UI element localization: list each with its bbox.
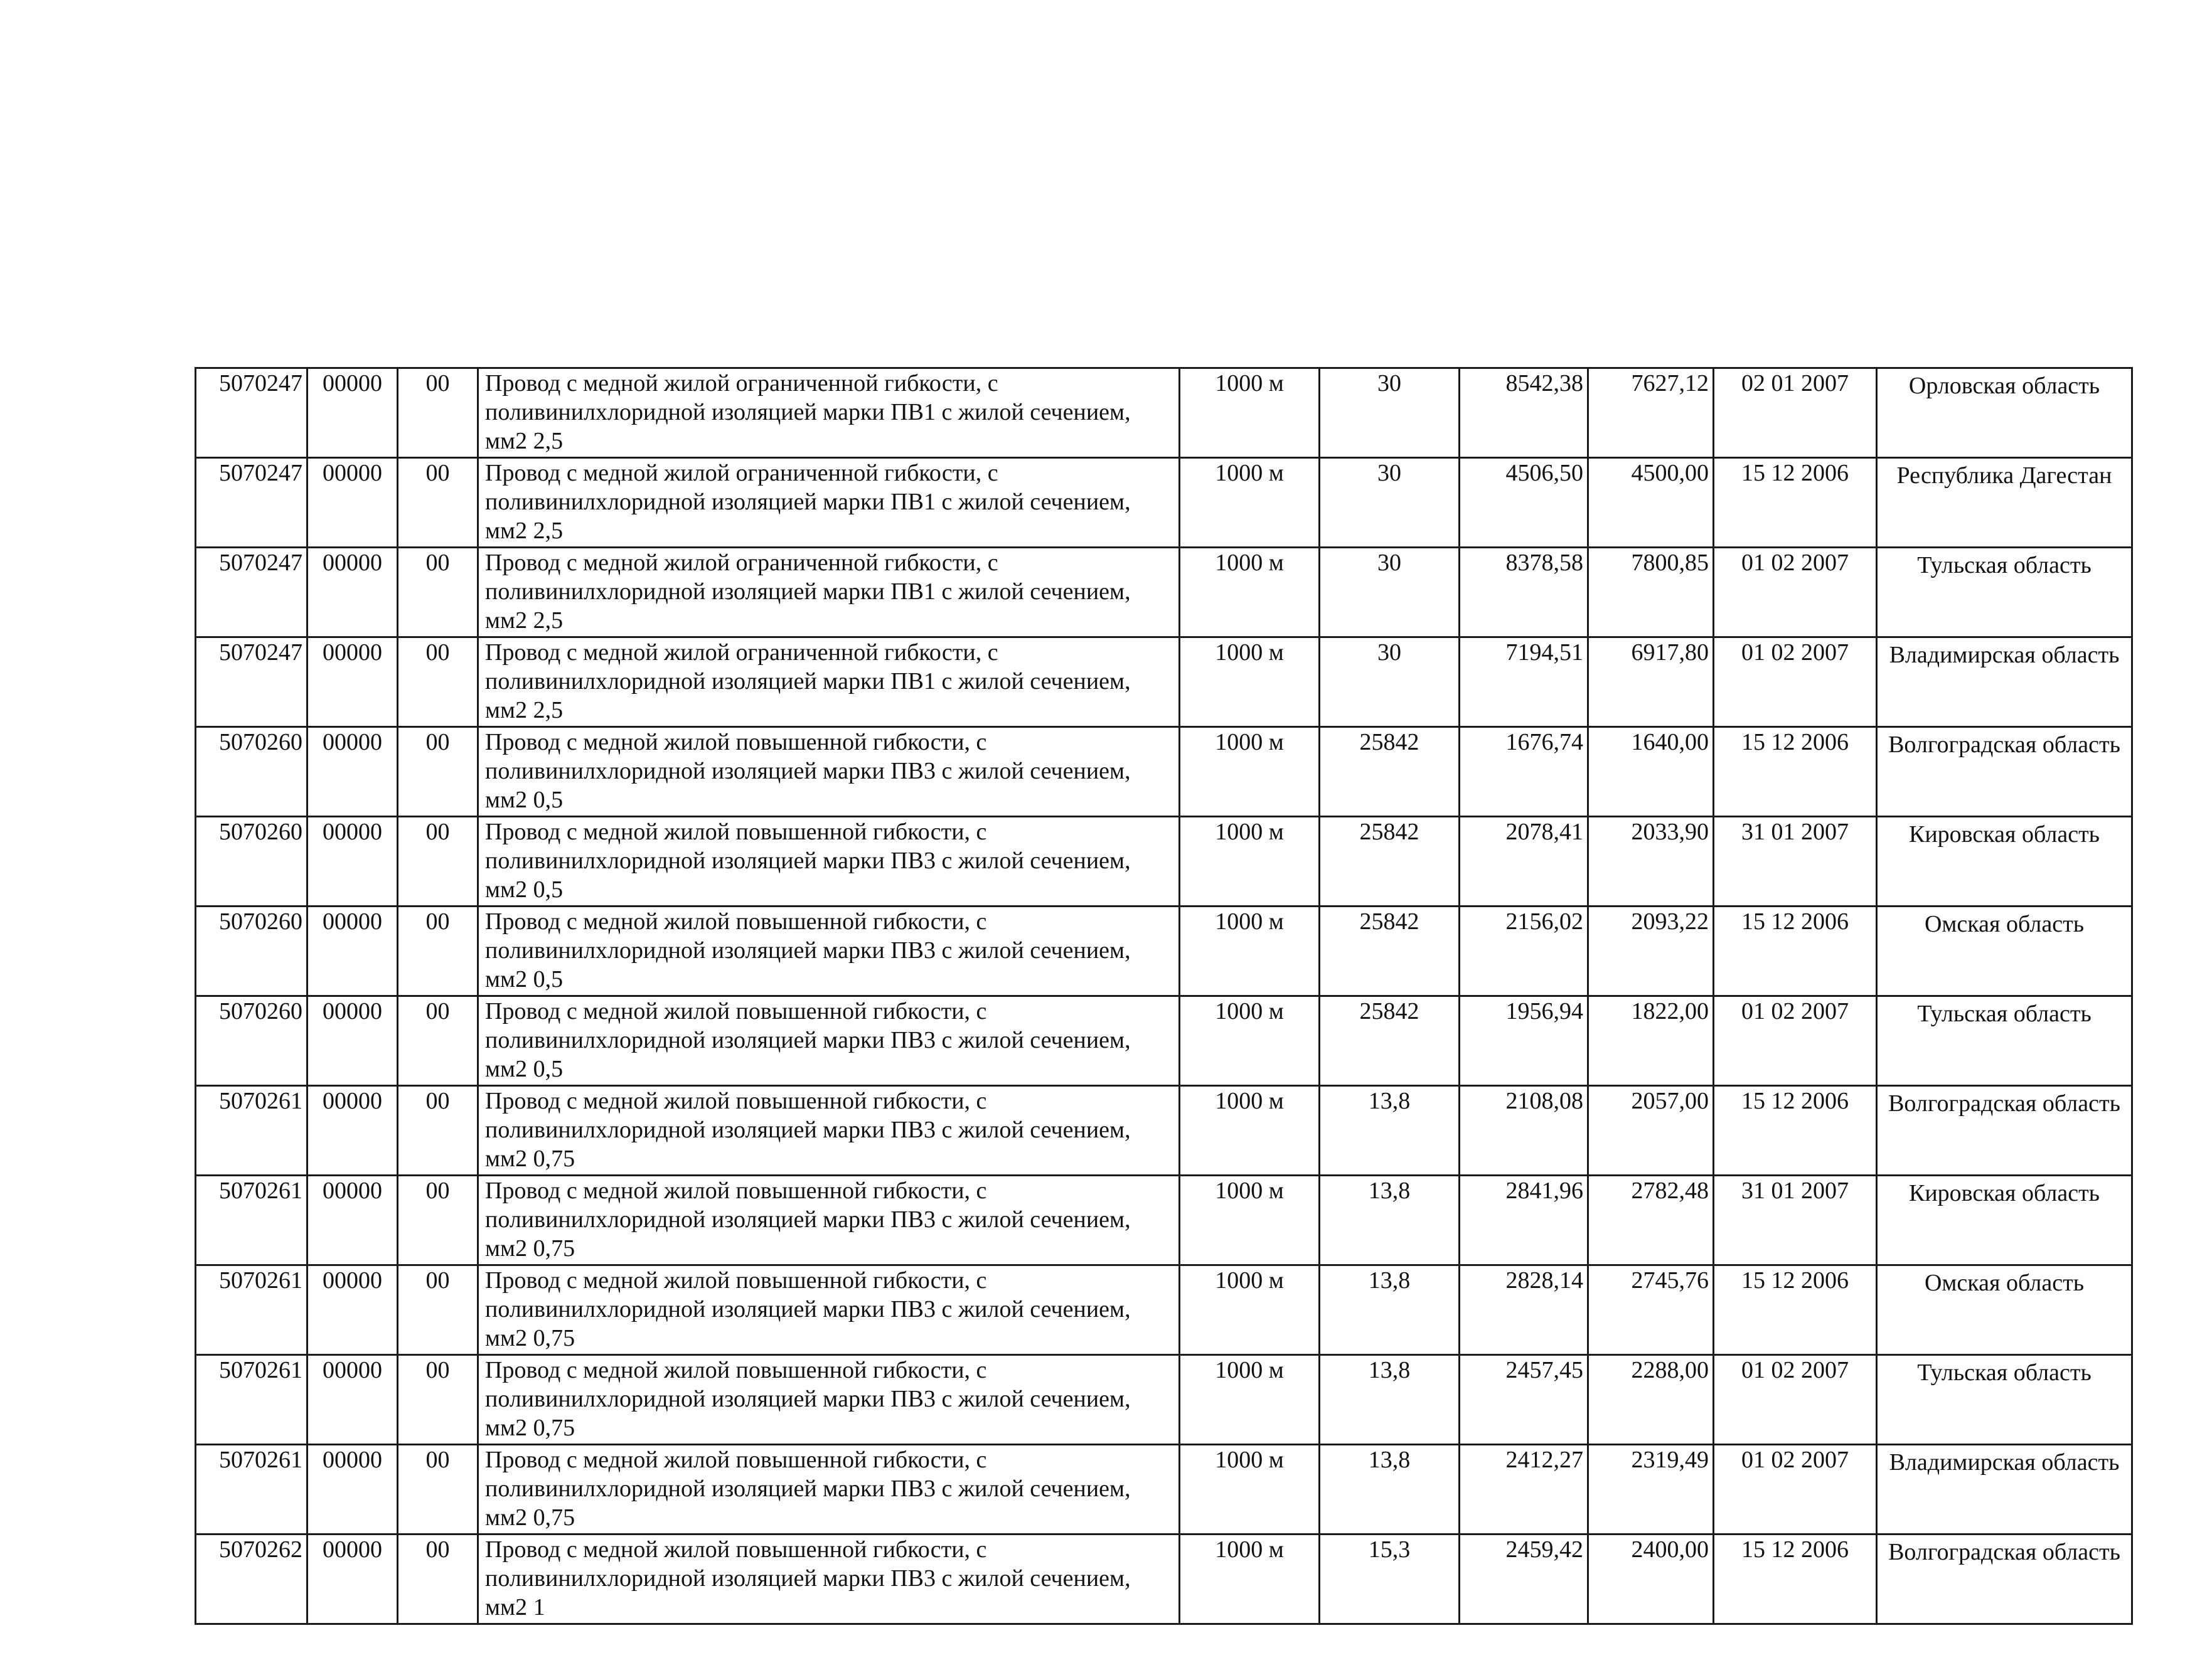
cell-unit: 1000 м <box>1180 548 1320 637</box>
cell-region: Волгоградская область <box>1877 727 2132 817</box>
cell-price-1: 2108,08 <box>1460 1086 1588 1176</box>
table-row <box>196 996 2132 1086</box>
cell-code: 5070261 <box>196 1445 307 1535</box>
cell-region: Тульская область <box>1877 548 2132 637</box>
cell-quantity: 30 <box>1320 368 1460 458</box>
cell-description: Провод с медной жилой повышенной гибкости, с поливинилхлоридной изоляцией марки ПВ3 с жилой сечением, мм2 0,5 <box>478 907 1180 996</box>
cell-unit: 1000 м <box>1180 637 1320 727</box>
table-row <box>196 1176 2132 1265</box>
cell-price-2: 4500,00 <box>1588 458 1714 548</box>
cell-subcode: 00000 <box>307 548 398 637</box>
cell-region: Республика Дагестан <box>1877 458 2132 548</box>
cell-date: 15 12 2006 <box>1714 1265 1877 1355</box>
cell-suffix: 00 <box>398 996 478 1086</box>
table-row <box>196 727 2132 817</box>
cell-quantity: 30 <box>1320 548 1460 637</box>
cell-suffix: 00 <box>398 1265 478 1355</box>
cell-suffix: 00 <box>398 1445 478 1535</box>
cell-unit: 1000 м <box>1180 1355 1320 1445</box>
cell-subcode: 00000 <box>307 1535 398 1624</box>
cell-region: Омская область <box>1877 907 2132 996</box>
cell-description: Провод с медной жилой повышенной гибкости, с поливинилхлоридной изоляцией марки ПВ3 с жилой сечением, мм2 0,75 <box>478 1176 1180 1265</box>
cell-price-1: 4506,50 <box>1460 458 1588 548</box>
cell-unit: 1000 м <box>1180 1535 1320 1624</box>
cell-quantity: 25842 <box>1320 996 1460 1086</box>
table-row <box>196 1265 2132 1355</box>
cell-date: 15 12 2006 <box>1714 458 1877 548</box>
cell-description: Провод с медной жилой повышенной гибкости, с поливинилхлоридной изоляцией марки ПВ3 с жилой сечением, мм2 0,75 <box>478 1265 1180 1355</box>
cell-unit: 1000 м <box>1180 1265 1320 1355</box>
cell-subcode: 00000 <box>307 1445 398 1535</box>
cell-subcode: 00000 <box>307 727 398 817</box>
cell-quantity: 15,3 <box>1320 1535 1460 1624</box>
cell-price-1: 2457,45 <box>1460 1355 1588 1445</box>
cell-quantity: 13,8 <box>1320 1265 1460 1355</box>
cell-suffix: 00 <box>398 1086 478 1176</box>
cell-unit: 1000 м <box>1180 1176 1320 1265</box>
cell-price-1: 2459,42 <box>1460 1535 1588 1624</box>
table-body <box>196 368 2132 1624</box>
cell-suffix: 00 <box>398 907 478 996</box>
cell-subcode: 00000 <box>307 458 398 548</box>
cell-description: Провод с медной жилой повышенной гибкости, с поливинилхлоридной изоляцией марки ПВ3 с жилой сечением, мм2 0,5 <box>478 817 1180 907</box>
table-row <box>196 907 2132 996</box>
table-row <box>196 1355 2132 1445</box>
cell-quantity: 25842 <box>1320 817 1460 907</box>
table-row <box>196 1086 2132 1176</box>
cell-quantity: 30 <box>1320 458 1460 548</box>
cell-description: Провод с медной жилой повышенной гибкости, с поливинилхлоридной изоляцией марки ПВ3 с жилой сечением, мм2 0,75 <box>478 1445 1180 1535</box>
cell-code: 5070247 <box>196 458 307 548</box>
table-row <box>196 368 2132 458</box>
cell-description: Провод с медной жилой повышенной гибкости, с поливинилхлоридной изоляцией марки ПВ3 с жилой сечением, мм2 0,75 <box>478 1355 1180 1445</box>
cell-price-2: 2093,22 <box>1588 907 1714 996</box>
cell-code: 5070261 <box>196 1355 307 1445</box>
cell-unit: 1000 м <box>1180 727 1320 817</box>
cell-subcode: 00000 <box>307 817 398 907</box>
cell-suffix: 00 <box>398 458 478 548</box>
cell-quantity: 25842 <box>1320 907 1460 996</box>
cell-price-1: 7194,51 <box>1460 637 1588 727</box>
cell-date: 01 02 2007 <box>1714 548 1877 637</box>
cell-price-1: 2828,14 <box>1460 1265 1588 1355</box>
cell-description: Провод с медной жилой повышенной гибкости, с поливинилхлоридной изоляцией марки ПВ3 с жилой сечением, мм2 0,75 <box>478 1086 1180 1176</box>
cell-date: 01 02 2007 <box>1714 996 1877 1086</box>
cell-price-2: 2033,90 <box>1588 817 1714 907</box>
table-row <box>196 1445 2132 1535</box>
cell-description: Провод с медной жилой ограниченной гибкости, с поливинилхлоридной изоляцией марки ПВ1 с жилой сечением, мм2 2,5 <box>478 548 1180 637</box>
cell-suffix: 00 <box>398 548 478 637</box>
cell-date: 15 12 2006 <box>1714 907 1877 996</box>
cell-suffix: 00 <box>398 1176 478 1265</box>
cell-suffix: 00 <box>398 1535 478 1624</box>
cell-code: 5070260 <box>196 727 307 817</box>
cell-unit: 1000 м <box>1180 368 1320 458</box>
cell-description: Провод с медной жилой повышенной гибкости, с поливинилхлоридной изоляцией марки ПВ3 с жилой сечением, мм2 0,5 <box>478 727 1180 817</box>
cell-description: Провод с медной жилой ограниченной гибкости, с поливинилхлоридной изоляцией марки ПВ1 с жилой сечением, мм2 2,5 <box>478 637 1180 727</box>
cell-date: 15 12 2006 <box>1714 1086 1877 1176</box>
cell-unit: 1000 м <box>1180 1086 1320 1176</box>
cell-code: 5070261 <box>196 1086 307 1176</box>
table-row <box>196 817 2132 907</box>
cell-subcode: 00000 <box>307 368 398 458</box>
cell-suffix: 00 <box>398 368 478 458</box>
cell-code: 5070260 <box>196 817 307 907</box>
cell-date: 31 01 2007 <box>1714 817 1877 907</box>
cell-date: 01 02 2007 <box>1714 1355 1877 1445</box>
cell-code: 5070247 <box>196 368 307 458</box>
cell-unit: 1000 м <box>1180 458 1320 548</box>
cell-quantity: 25842 <box>1320 727 1460 817</box>
cell-price-2: 2319,49 <box>1588 1445 1714 1535</box>
cell-subcode: 00000 <box>307 1355 398 1445</box>
cell-date: 01 02 2007 <box>1714 1445 1877 1535</box>
cell-price-1: 2841,96 <box>1460 1176 1588 1265</box>
cell-code: 5070260 <box>196 996 307 1086</box>
cell-subcode: 00000 <box>307 1086 398 1176</box>
cell-price-2: 2745,76 <box>1588 1265 1714 1355</box>
cell-quantity: 30 <box>1320 637 1460 727</box>
cell-price-2: 2057,00 <box>1588 1086 1714 1176</box>
cell-subcode: 00000 <box>307 637 398 727</box>
cell-region: Орловская область <box>1877 368 2132 458</box>
cell-region: Кировская область <box>1877 817 2132 907</box>
cell-quantity: 13,8 <box>1320 1445 1460 1535</box>
cell-price-1: 2412,27 <box>1460 1445 1588 1535</box>
cell-price-1: 2156,02 <box>1460 907 1588 996</box>
cell-code: 5070247 <box>196 637 307 727</box>
table-row <box>196 637 2132 727</box>
cell-date: 31 01 2007 <box>1714 1176 1877 1265</box>
cell-price-2: 2400,00 <box>1588 1535 1714 1624</box>
cell-quantity: 13,8 <box>1320 1176 1460 1265</box>
cell-price-1: 8542,38 <box>1460 368 1588 458</box>
cell-quantity: 13,8 <box>1320 1086 1460 1176</box>
cell-price-1: 1676,74 <box>1460 727 1588 817</box>
cell-code: 5070247 <box>196 548 307 637</box>
cell-quantity: 13,8 <box>1320 1355 1460 1445</box>
cell-unit: 1000 м <box>1180 907 1320 996</box>
cell-price-2: 2288,00 <box>1588 1355 1714 1445</box>
cell-suffix: 00 <box>398 727 478 817</box>
cell-price-2: 2782,48 <box>1588 1176 1714 1265</box>
cell-description: Провод с медной жилой повышенной гибкости, с поливинилхлоридной изоляцией марки ПВ3 с жилой сечением, мм2 1 <box>478 1535 1180 1624</box>
cell-price-2: 7800,85 <box>1588 548 1714 637</box>
cell-description: Провод с медной жилой ограниченной гибкости, с поливинилхлоридной изоляцией марки ПВ1 с жилой сечением, мм2 2,5 <box>478 458 1180 548</box>
cell-code: 5070261 <box>196 1265 307 1355</box>
price-table <box>195 367 2133 1625</box>
cell-region: Тульская область <box>1877 996 2132 1086</box>
cell-region: Омская область <box>1877 1265 2132 1355</box>
cell-unit: 1000 м <box>1180 1445 1320 1535</box>
cell-region: Волгоградская область <box>1877 1535 2132 1624</box>
cell-price-2: 6917,80 <box>1588 637 1714 727</box>
cell-subcode: 00000 <box>307 907 398 996</box>
cell-region: Владимирская область <box>1877 637 2132 727</box>
cell-code: 5070261 <box>196 1176 307 1265</box>
cell-unit: 1000 м <box>1180 996 1320 1086</box>
cell-price-1: 1956,94 <box>1460 996 1588 1086</box>
cell-description: Провод с медной жилой повышенной гибкости, с поливинилхлоридной изоляцией марки ПВ3 с жилой сечением, мм2 0,5 <box>478 996 1180 1086</box>
cell-price-2: 7627,12 <box>1588 368 1714 458</box>
cell-date: 01 02 2007 <box>1714 637 1877 727</box>
cell-price-2: 1822,00 <box>1588 996 1714 1086</box>
cell-subcode: 00000 <box>307 1176 398 1265</box>
cell-date: 15 12 2006 <box>1714 727 1877 817</box>
cell-subcode: 00000 <box>307 1265 398 1355</box>
cell-price-1: 2078,41 <box>1460 817 1588 907</box>
cell-region: Тульская область <box>1877 1355 2132 1445</box>
cell-date: 15 12 2006 <box>1714 1535 1877 1624</box>
table-row <box>196 548 2132 637</box>
cell-suffix: 00 <box>398 817 478 907</box>
cell-date: 02 01 2007 <box>1714 368 1877 458</box>
table-row <box>196 1535 2132 1624</box>
cell-price-2: 1640,00 <box>1588 727 1714 817</box>
cell-code: 5070262 <box>196 1535 307 1624</box>
cell-unit: 1000 м <box>1180 817 1320 907</box>
cell-suffix: 00 <box>398 1355 478 1445</box>
cell-region: Кировская область <box>1877 1176 2132 1265</box>
cell-region: Волгоградская область <box>1877 1086 2132 1176</box>
cell-description: Провод с медной жилой ограниченной гибкости, с поливинилхлоридной изоляцией марки ПВ1 с жилой сечением, мм2 2,5 <box>478 368 1180 458</box>
table-row <box>196 458 2132 548</box>
cell-subcode: 00000 <box>307 996 398 1086</box>
cell-price-1: 8378,58 <box>1460 548 1588 637</box>
cell-code: 5070260 <box>196 907 307 996</box>
cell-suffix: 00 <box>398 637 478 727</box>
cell-region: Владимирская область <box>1877 1445 2132 1535</box>
